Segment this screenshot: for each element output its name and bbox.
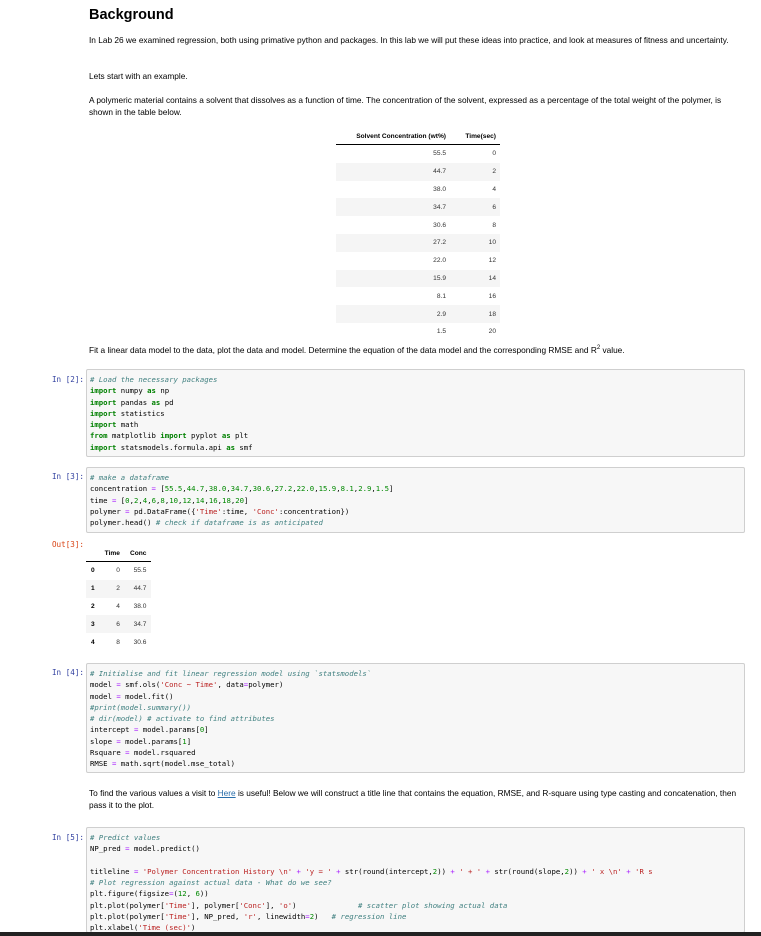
code-line: plt.plot(polymer['Time'], NP_pred, 'r', linewidth=2) # regression line [90,912,407,922]
time-cell: 12 [488,257,496,265]
dataframe-output [86,546,151,651]
code-line: import statistics [90,408,165,418]
cell-prompt: In [5]: [51,833,84,842]
df-header-conc: Conc [125,546,151,562]
time-cell: 18 [450,305,500,323]
intro-paragraph: In Lab 26 we examined regression, both using primative python and packages. In this lab we will put these ideas into practice, and look at measures of fitness and uncertainty. [89,35,729,45]
concentration-cell: 30.6 [433,221,446,229]
table-row [86,580,151,598]
time-cell: 14 [450,270,500,288]
table-row [336,270,500,288]
code-line: # make a dataframe [90,473,170,482]
code-line: # Predict values [90,833,161,842]
table-row [336,234,500,252]
time-cell: 2 [450,163,500,181]
time-cell: 2 [100,580,125,598]
example-paragraph: Lets start with an example. [89,71,188,81]
code-line: NP_pred = model.predict() [90,844,200,854]
concentration-cell: 27.2 [336,234,450,252]
concentration-cell: 38.0 [433,185,446,193]
code-cell-imports[interactable] [86,369,745,457]
code-line: model = model.fit() [90,691,174,701]
code-line: plt.xlabel('Time (sec)') [90,923,196,933]
code-line: Rsquare = model.rsquared [90,748,196,758]
conc-cell: 55.5 [133,567,147,575]
code-line: from matplotlib import pyplot as plt [90,431,249,441]
problem-paragraph: A polymeric material contains a solvent that dissolves as a function of time. The concentration of the solvent, expressed as a percentage of the total weight of the polymer, is shown in the table below. [89,95,722,117]
code-line: #print(model.summary()) [90,702,192,712]
code-line: model = smf.ols('Conc ~ Time', data=polymer) [90,680,284,690]
time-cell: 8 [116,638,120,646]
bottom-edge [0,932,761,936]
row-index: 3 [86,615,100,633]
code-line: time = [0,2,4,6,8,10,12,14,16,18,20] [90,495,249,505]
time-cell: 20 [488,328,496,336]
table-header-time: Time(sec) [450,128,500,145]
code-line: import math [90,420,139,430]
table-row [86,562,151,580]
df-header-time: Time [100,546,125,562]
conc-cell: 34.7 [125,615,151,633]
table-header-conc: Solvent Concentration (wt%) [336,128,450,145]
concentration-cell: 8.1 [436,292,446,300]
code-line: polymer.head() # check if dataframe is as anticipated [90,518,323,528]
time-cell: 10 [450,234,500,252]
table-row [336,287,500,305]
time-cell: 16 [488,292,496,300]
code-line: import pandas as pd [90,397,174,407]
code-line: slope = model.params[1] [90,736,192,746]
concentration-cell: 34.7 [336,198,450,216]
code-line: # dir(model) # activate to find attributes [90,714,275,724]
concentration-cell: 15.9 [336,270,450,288]
table-row [336,305,500,323]
time-cell: 0 [492,150,496,158]
code-line: # Plot regression against actual data - What do we see? [90,878,332,888]
code-line: polymer = pd.DataFrame({'Time':time, 'Conc':concentration}) [90,506,350,516]
table-row [336,323,500,341]
concentration-cell: 44.7 [336,163,450,181]
row-index: 0 [91,567,95,575]
table-row [86,633,151,651]
code-line: RMSE = math.sqrt(model.mse_total) [90,759,235,769]
row-index: 1 [86,580,100,598]
cell-prompt: In [4]: [51,668,84,677]
table-row [336,216,500,234]
code-line: concentration = [55.5,44.7,38.0,34.7,30.6,27.2,22.0,15.9,8.1,2.9,1.5] [90,484,394,494]
concentration-cell: 1.5 [436,328,446,336]
code-line: import statsmodels.formula.api as smf [90,442,253,452]
time-cell: 8 [492,221,496,229]
code-cell-regression[interactable] [86,663,745,773]
code-line: # Initialise and fit linear regression model using `statsmodels` [90,669,372,678]
section-heading: Background [89,7,174,23]
code-line: import numpy as np [90,386,170,396]
table-row [336,145,500,163]
output-prompt: Out[3]: [51,540,84,549]
time-cell: 6 [450,198,500,216]
code-line: titleline = 'Polymer Concentration History \n' + 'y = ' + str(round(intercept,2)) + ' + ' + str(round(slope,2)) + ' x \n' + 'R s [90,866,653,876]
table-row [86,598,151,616]
code-line: intercept = model.params[0] [90,725,209,735]
row-index: 4 [91,638,95,646]
code-cell-plot[interactable] [86,827,745,933]
code-line: plt.plot(polymer['Time'], polymer['Conc'], 'o') # scatter plot showing actual data [90,900,508,910]
task-paragraph: Fit a linear data model to the data, plot the data and model. Determine the equation of the data model and the corresponding RMSE and $R^2$ value. [89,344,625,355]
conc-cell: 30.6 [133,638,147,646]
solvent-table [336,128,500,341]
cell-prompt: In [3]: [51,472,84,481]
concentration-cell: 2.9 [336,305,450,323]
code-cell-dataframe[interactable] [86,467,745,533]
time-cell: 6 [100,615,125,633]
table-row [336,198,500,216]
code-line: # Load the necessary packages [90,375,218,384]
table-row [86,615,151,633]
time-cell: 0 [116,567,120,575]
conc-cell: 44.7 [125,580,151,598]
concentration-cell: 22.0 [433,257,446,265]
time-cell: 4 [116,602,120,610]
row-index: 2 [91,602,95,610]
table-row [336,252,500,270]
time-cell: 4 [492,185,496,193]
df-header-index [86,546,100,562]
concentration-cell: 55.5 [433,150,446,158]
code-line [90,855,741,866]
here-link[interactable]: Here [217,788,236,798]
code-line: plt.figure(figsize=(12, 6)) [90,889,209,899]
cell-prompt: In [2]: [51,375,84,384]
table-row [336,181,500,199]
conc-cell: 38.0 [133,602,147,610]
table-row [336,163,500,181]
link-paragraph: To find the various values a visit to Here is useful! Below we will construct a title line that contains the equation, RMSE, and R-square using type casting and concatenation, then pass it to the plot. [89,788,737,810]
